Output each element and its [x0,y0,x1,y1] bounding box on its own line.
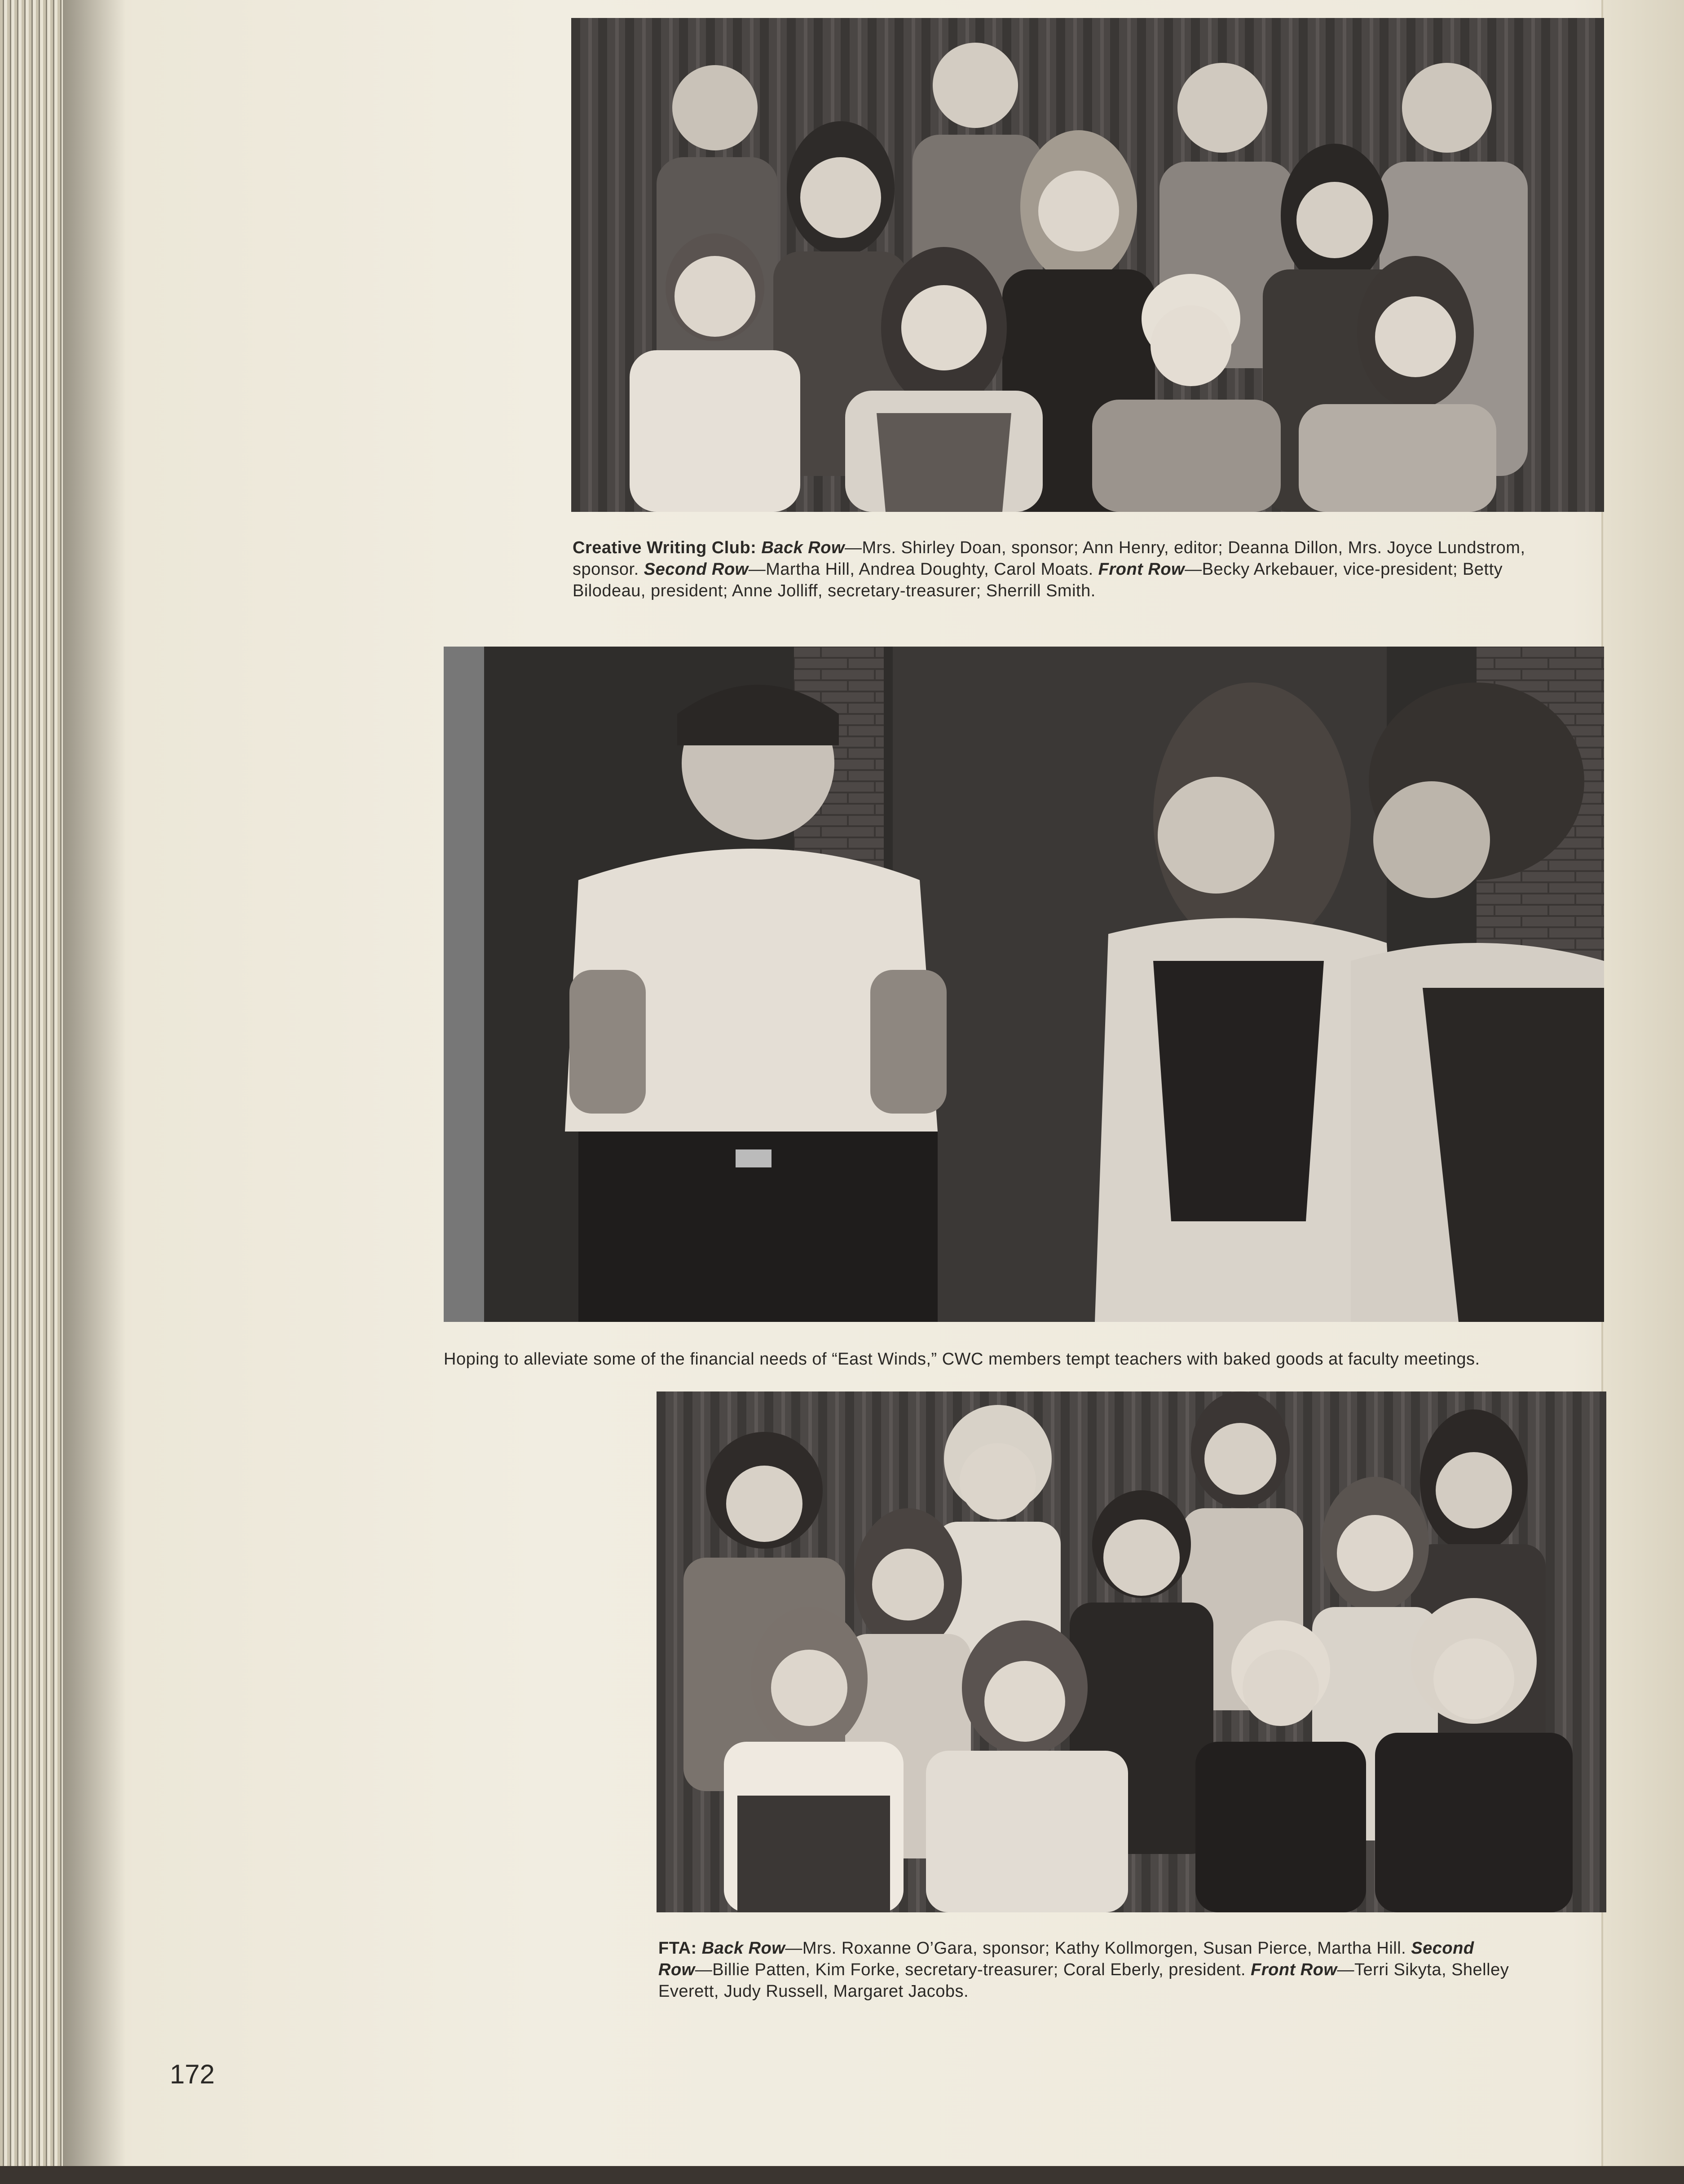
page-bottom-edge [0,2166,1684,2184]
fta-group-photo [657,1391,1606,1912]
page-right-edge [1601,0,1684,2184]
book-spine [0,0,63,2184]
fta-caption: FTA: Back Row—Mrs. Roxanne O’Gara, sponsor; Kathy Kollmorgen, Susan Pierce, Martha Hill. Second Row—Billie Patten, Kim Forke, secretary-treasurer; Coral Eberly, president. Front Row—Terri Sikyta, Shelley Everett, Judy Russell, Margaret Jacobs. [658,1939,1509,2001]
creative-writing-club-photo [571,18,1604,512]
creative-writing-caption: Creative Writing Club: Back Row—Mrs. Shirley Doan, sponsor; Ann Henry, editor; Deanna Dillon, Mrs. Joyce Lundstrom, sponsor. Second Row—Martha Hill, Andrea Doughty, Carol Moats. Front Row—Becky Arkebauer, vice-president; Betty Bilodeau, president; Anne Jolliff, secretary-treasurer; Sherrill Smith. [573,538,1525,600]
cwc-bake-sale-photo [444,647,1604,1322]
page-number: 172 [170,2059,215,2089]
spine-shadow [63,0,126,2184]
bake-sale-caption: Hoping to alleviate some of the financial needs of “East Winds,” CWC members tempt teachers with baked goods at faculty meetings. [444,1350,1480,1369]
